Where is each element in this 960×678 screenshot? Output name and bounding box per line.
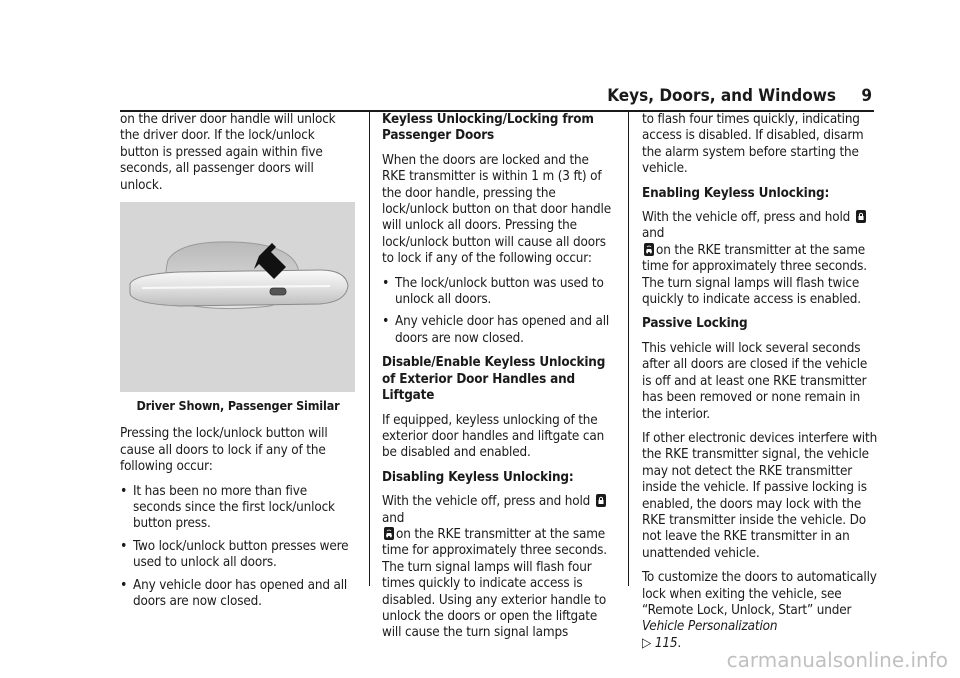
column-3 — [642, 112, 878, 660]
cross-reference-link[interactable]: Vehicle Personalization — [642, 619, 778, 635]
heading: Enabling Keyless Unlocking: — [642, 185, 830, 201]
paragraph: When the doors are locked and the RKE transmitter is within 1 m (3 ft) of the door handle, pressing the lock/unlock button on that door handle will unlock all doors. Pressing the lock/unlock button will cause all doors to lock if any of the following occur: — [382, 152, 611, 267]
door-handle-figure — [120, 202, 355, 392]
paragraph: to flash four times quickly, indicating access is disabled. If disabled, disarm the alarm system before starting the vehicle. — [642, 112, 864, 177]
remote-start-icon — [384, 527, 394, 540]
page-reference[interactable]: 115 — [654, 635, 678, 651]
column-2 — [382, 112, 614, 650]
text-run: on the RKE transmitter at the same time for approximately three seconds. The turn signal lamps will flash twice quickly to indicate access is enabled. — [642, 242, 867, 308]
intro-paragraph: on the driver door handle will unlock the driver door. If the lock/unlock button is pressed again within five seconds, all passenger doors will unlock. — [120, 112, 336, 193]
text-run: . — [677, 635, 682, 651]
heading: Disabling Keyless Unlocking: — [382, 469, 574, 485]
remote-start-icon — [644, 243, 654, 256]
watermark: carmanualsonline.info — [726, 648, 948, 672]
bullet-list — [382, 276, 614, 348]
page-number: 9 — [861, 86, 872, 106]
page-header — [0, 82, 960, 112]
list-item: • Any vehicle door has opened and all doors are now closed. — [382, 314, 614, 347]
heading: Passive Locking — [642, 316, 748, 332]
heading: Disable/Enable Keyless Unlocking of Exterior Door Handles and Liftgate — [382, 355, 606, 404]
list-item: • Any vehicle door has opened and all doors are now closed. — [120, 578, 356, 611]
text-run: To customize the doors to automatically lock when exiting the vehicle, see “Remote Lock, Unlock, Start” under — [642, 570, 877, 618]
door-handle-illustration — [120, 202, 355, 392]
paragraph — [642, 570, 878, 652]
lock-icon — [856, 210, 866, 223]
paragraph — [642, 210, 878, 308]
column-divider — [369, 110, 370, 586]
page-ref-icon: ▷ — [642, 635, 652, 651]
paragraph: If other electronic devices interfere with the RKE transmitter signal, the vehicle may not detect the RKE transmitter inside the vehicle. If passive locking is enabled, the doors may lock with the RKE transmitter inside the vehicle. Do not leave the RKE transmitter in an unattended vehicle. — [642, 430, 878, 561]
paragraph: This vehicle will lock several seconds after all doors are closed if the vehicle is off and at least one RKE transmitter has been removed or none remain in the interior. — [642, 340, 868, 422]
text-run: and — [382, 510, 405, 526]
paragraph — [382, 494, 614, 642]
list-item: • The lock/unlock button was used to unlock all doors. — [382, 276, 614, 309]
list-item: • Two lock/unlock button presses were used to unlock all doors. — [120, 539, 356, 572]
bullet-list — [120, 484, 356, 611]
lock-icon — [596, 494, 606, 507]
text-run: on the RKE transmitter at the same time for approximately three seconds. The turn signal lamps will flash four times quickly to indicate access is disabled. Using any exterior handle to unlock the doors or open the liftgate will cause the turn signal lamps — [382, 526, 607, 641]
list-item: • It has been no more than five seconds since the first lock/unlock button press. — [120, 484, 356, 533]
text-run: With the vehicle off, press and hold — [642, 210, 851, 226]
section-title: Keys, Doors, and Windows — [607, 86, 836, 106]
figure-caption: Driver Shown, Passenger Similar — [136, 398, 340, 414]
paragraph: If equipped, keyless unlocking of the exterior door handles and liftgate can be disabled and enabled. — [382, 412, 605, 461]
column-1 — [120, 112, 356, 619]
heading: Keyless Unlocking/Locking from Passenger Doors — [382, 112, 594, 144]
paragraph: Pressing the lock/unlock button will cause all doors to lock if any of the following occur: — [120, 426, 328, 475]
text-run: and — [642, 226, 665, 242]
text-run: With the vehicle off, press and hold — [382, 494, 591, 510]
column-divider — [628, 110, 629, 586]
